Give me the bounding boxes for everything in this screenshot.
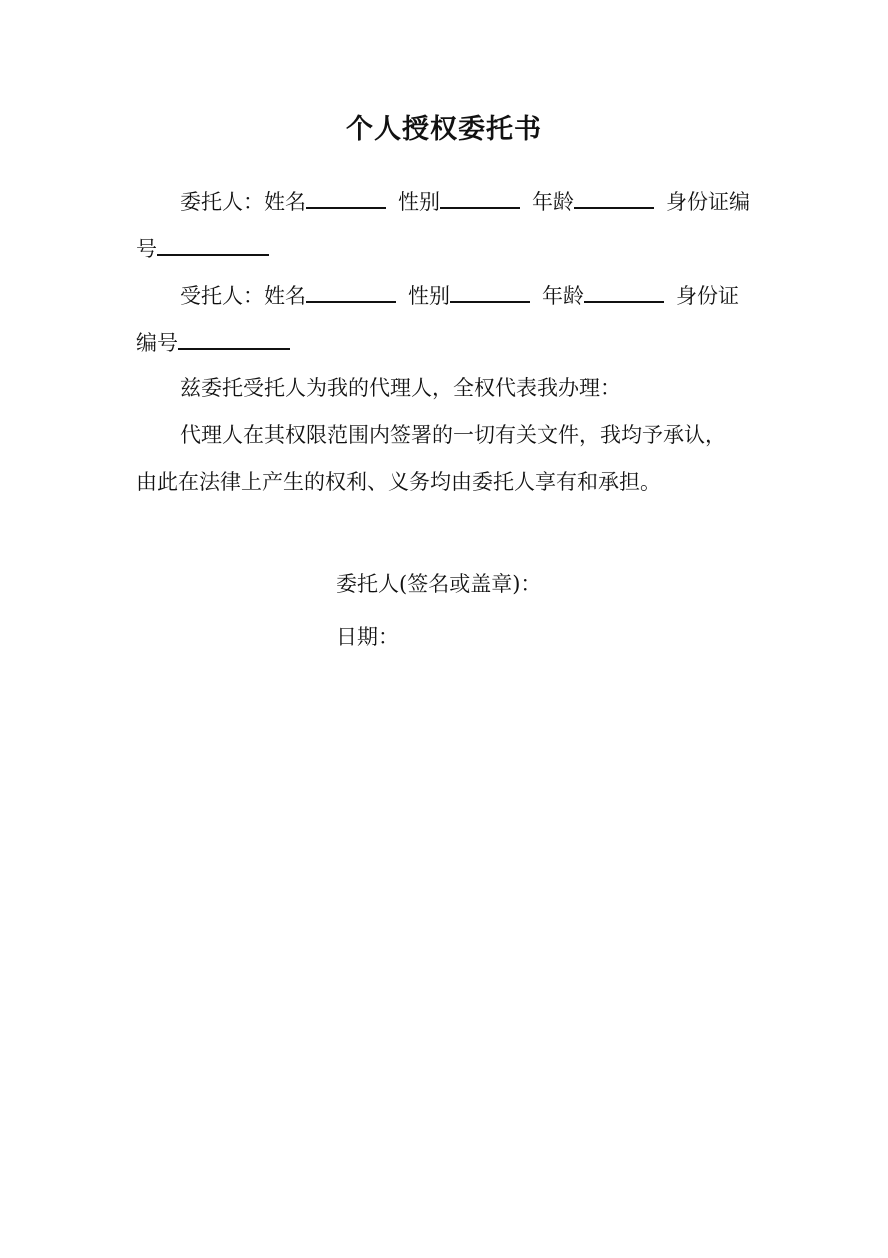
- signer-label: 委托人(签名或盖章)：: [336, 572, 542, 596]
- agent-gender-label: 性别: [408, 284, 450, 308]
- principal-gender-field[interactable]: [440, 185, 520, 209]
- principal-id-label-cont: 号: [136, 237, 157, 261]
- principal-line: [136, 185, 800, 217]
- date-label: 日期：: [336, 625, 399, 649]
- principal-id-line: [136, 232, 756, 264]
- agent-id-field[interactable]: [178, 326, 290, 350]
- agent-age-field[interactable]: [584, 279, 664, 303]
- agent-id-label: 身份证: [676, 284, 739, 308]
- agent-label: 受托人：: [180, 284, 264, 308]
- document-title: 个人授权委托书: [346, 114, 542, 145]
- agent-id-label-cont: 编号: [136, 331, 178, 355]
- agent-name-label: 姓名: [264, 284, 306, 308]
- principal-age-label: 年龄: [532, 190, 574, 214]
- principal-gender-label: 性别: [398, 190, 440, 214]
- principal-name-label: 姓名: [264, 190, 306, 214]
- agent-name-field[interactable]: [306, 279, 396, 303]
- principal-label: 委托人：: [180, 190, 264, 214]
- principal-age-field[interactable]: [574, 185, 654, 209]
- authorization-paragraph: 兹委托受托人为我的代理人，全权代表我办理：: [180, 376, 621, 400]
- agent-id-line: [136, 326, 756, 358]
- acknowledgement-line-2: 由此在法律上产生的权利、义务均由委托人享有和承担。: [136, 470, 661, 494]
- principal-name-field[interactable]: [306, 185, 386, 209]
- agent-age-label: 年龄: [542, 284, 584, 308]
- acknowledgement-line-1: 代理人在其权限范围内签署的一切有关文件，我均予承认，: [180, 423, 726, 447]
- principal-id-label: 身份证编: [666, 190, 750, 214]
- agent-line: [136, 279, 800, 311]
- agent-gender-field[interactable]: [450, 279, 530, 303]
- principal-id-field[interactable]: [157, 232, 269, 256]
